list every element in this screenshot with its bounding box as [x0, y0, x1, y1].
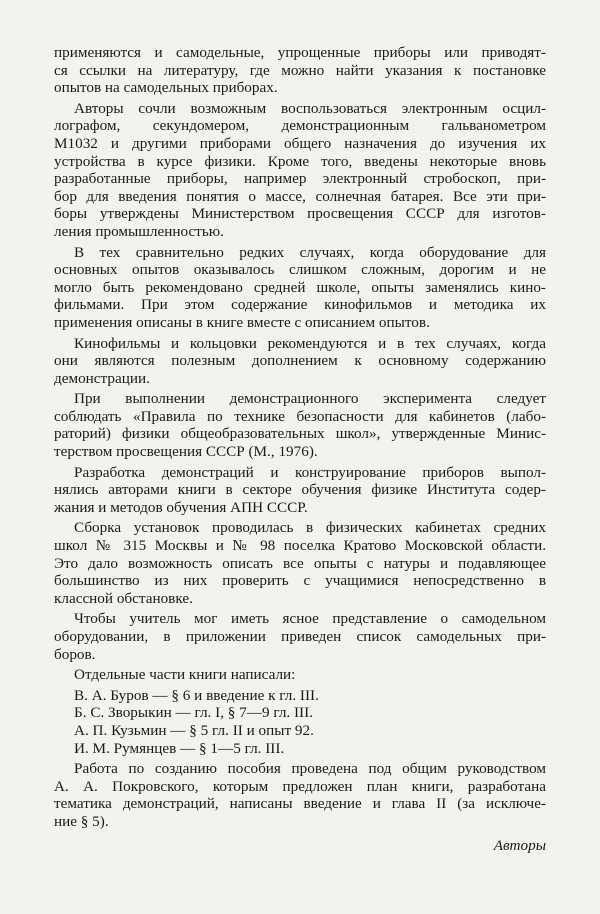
text-line: большинство из них проверить с учащимися непосредственно в	[54, 572, 546, 590]
text-line: тематика демонстраций, написаны введение и глава II (за исключе-	[54, 795, 546, 813]
text-line: оборудовании, в приложении приведен список самодельных при-	[54, 628, 546, 645]
text-line: Сборка установок проводилась в физических кабинетах средних	[74, 519, 546, 537]
text-line: раторий) физики общеобразовательных школ», утвержденные Минис-	[54, 425, 546, 443]
paragraph-9	[54, 666, 546, 684]
author-entry: И. М. Румянцев — § 1—5 гл. III.	[74, 739, 285, 757]
text-line: нялись авторами книги в секторе обучения физике Института содер-	[54, 481, 546, 499]
text-line: Работа по созданию пособия проведена под общим руководством	[74, 760, 546, 778]
text-line: устройства в курсе физики. Кроме того, введены некоторые вновь	[54, 152, 546, 170]
document-page	[54, 44, 546, 854]
closing-paragraph	[54, 760, 546, 830]
text-line: Чтобы учитель мог иметь ясное представление о самодельном	[74, 610, 546, 628]
text-line: Это дало возможность описать все опыты с натуры и подавляющее	[54, 554, 546, 572]
text-line: Кинофильмы и кольцовки рекомендуются и в тех случаях, когда	[74, 334, 546, 352]
text-line: классной обстановке.	[54, 589, 193, 607]
text-line: терством просвещения СССР (М., 1976).	[54, 443, 318, 461]
text-line: лографом, секундомером, демонстрационным гальванометром	[54, 117, 546, 135]
text-line: При выполнении демонстрационного эксперимента следует	[74, 390, 546, 408]
paragraph-3	[54, 244, 546, 332]
text-line: ления промышленностью.	[54, 222, 224, 240]
text-line: могло быть рекомендовано средней школе, опыты заменялись кино-	[54, 278, 546, 296]
paragraph-1	[54, 44, 546, 97]
text-line: фильмами. При этом содержание кинофильмов и методика их	[54, 296, 546, 314]
paragraph-4	[54, 335, 546, 388]
paragraph-7	[54, 519, 546, 607]
text-line: ние § 5).	[54, 812, 109, 830]
text-line: применения описаны в книге вместе с описанием опытов.	[54, 313, 430, 331]
text-line: жания и методов обучения АПН СССР.	[54, 498, 308, 516]
text-line: Авторы сочли возможным воспользоваться электронным осцил-	[74, 99, 546, 117]
text-line: они являются полезным дополнением к основному содержанию	[54, 352, 546, 370]
text-line: школ № 315 Москвы и № 98 поселка Кратово Московской области.	[54, 537, 546, 555]
text-line: основных опытов оказывалось слишком сложным, дорогим и не	[54, 261, 546, 279]
text-line: боры утверждены Министерством просвещения СССР для изготов-	[54, 205, 546, 223]
text-line: Отдельные части книги написали:	[74, 666, 296, 684]
text-line: применяются и самодельные, упрощенные приборы или приводят-	[54, 44, 546, 61]
paragraph-2	[54, 100, 546, 241]
paragraph-6	[54, 464, 546, 517]
text-line: ся ссылки на литературу, где можно найти указания к постановке	[54, 61, 546, 79]
text-line: В тех сравнительно редких случаях, когда оборудование для	[74, 243, 546, 261]
text-line: Разработка демонстраций и конструирование приборов выпол-	[74, 463, 546, 481]
text-line: демонстрации.	[54, 369, 150, 387]
author-entry: В. А. Буров — § 6 и введение к гл. III.	[74, 686, 319, 704]
text-line: боров.	[54, 645, 96, 663]
text-line: А. А. Покровского, которым предложен план книги, разработана	[54, 777, 546, 795]
text-line: соблюдать «Правила по технике безопасности для кабинетов (лабо-	[54, 407, 546, 425]
text-line: разработанные приборы, например электронный стробоскоп, при-	[54, 170, 546, 188]
authors-list	[54, 687, 546, 757]
author-entry: А. П. Кузьмин — § 5 гл. II и опыт 92.	[74, 721, 314, 739]
paragraph-5	[54, 390, 546, 460]
text-line: М1032 и другими приборами общего назначения до изучения их	[54, 134, 546, 152]
author-entry: Б. С. Зворыкин — гл. I, § 7—9 гл. III.	[74, 704, 313, 722]
paragraph-8	[54, 610, 546, 663]
text-line: бор для введения понятия о массе, солнечная батарея. Все эти при-	[54, 187, 546, 205]
signature: Авторы	[493, 836, 546, 854]
text-line: опытов на самодельных приборах.	[54, 79, 278, 97]
